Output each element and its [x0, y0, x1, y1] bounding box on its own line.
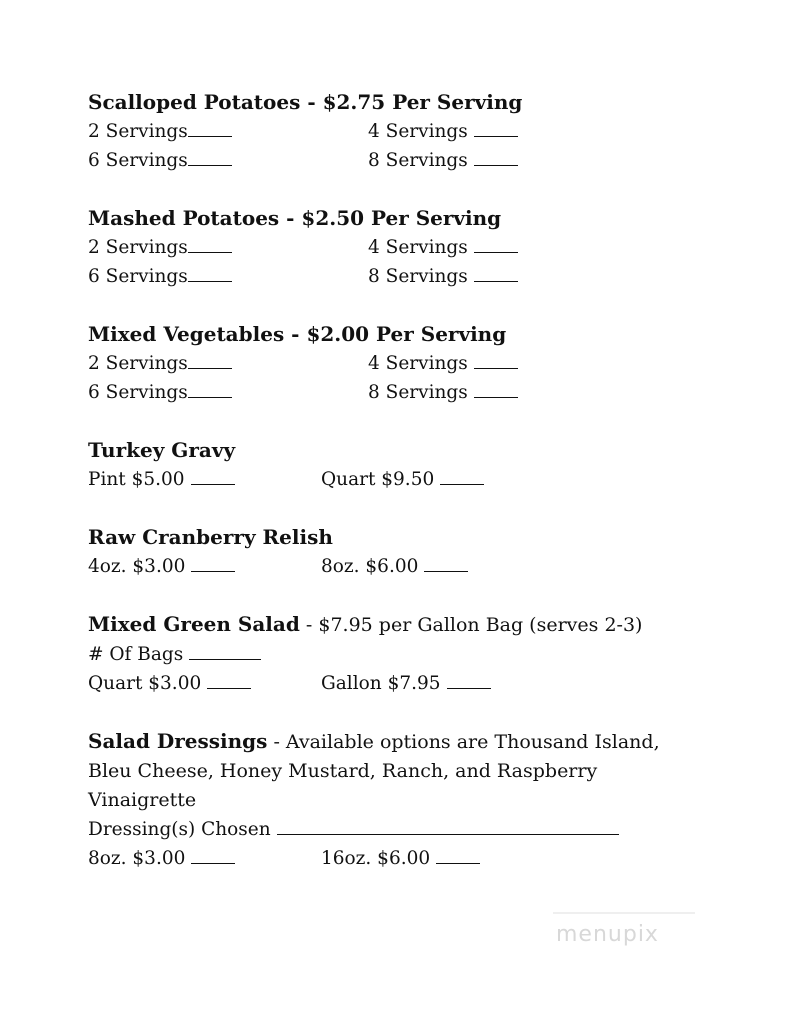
option-8oz[interactable]	[88, 844, 321, 873]
section-mashed-potatoes	[88, 204, 748, 291]
option-row	[88, 815, 748, 844]
option-row	[88, 465, 748, 494]
option-4-servings[interactable]	[368, 233, 518, 262]
option-6-servings[interactable]	[88, 378, 368, 407]
section-raw-cranberry-relish	[88, 523, 748, 581]
option-label: 16oz. $6.00	[321, 848, 431, 869]
quantity-blank[interactable]	[474, 351, 518, 369]
quantity-blank[interactable]	[424, 554, 468, 572]
quantity-blank[interactable]	[188, 380, 232, 398]
section-title: Scalloped Potatoes - $2.75 Per Serving	[88, 90, 523, 114]
option-4-servings[interactable]	[368, 349, 518, 378]
section-title: Turkey Gravy	[88, 438, 236, 462]
quantity-blank[interactable]	[191, 846, 235, 864]
quantity-blank[interactable]	[188, 119, 232, 137]
quantity-blank[interactable]	[188, 148, 232, 166]
quantity-blank[interactable]	[188, 264, 232, 282]
option-label: 8 Servings	[368, 150, 468, 171]
option-label: 2 Servings	[88, 121, 188, 142]
option-row	[88, 552, 748, 581]
watermark-line	[553, 912, 695, 914]
dressing-chosen-field[interactable]	[88, 815, 619, 844]
option-2-servings[interactable]	[88, 117, 368, 146]
option-label: Dressing(s) Chosen	[88, 819, 271, 840]
option-8-servings[interactable]	[368, 378, 518, 407]
option-label: 8oz. $3.00	[88, 848, 186, 869]
section-scalloped-potatoes	[88, 88, 748, 175]
menu-page	[88, 88, 748, 902]
quantity-blank[interactable]	[189, 642, 261, 660]
section-turkey-gravy	[88, 436, 748, 494]
menupix-watermark: menupix	[556, 922, 659, 947]
option-pint[interactable]	[88, 465, 321, 494]
quantity-blank[interactable]	[207, 671, 251, 689]
quantity-blank[interactable]	[474, 119, 518, 137]
option-8-servings[interactable]	[368, 146, 518, 175]
option-quart[interactable]	[321, 465, 484, 494]
section-title: Mixed Vegetables - $2.00 Per Serving	[88, 322, 507, 346]
option-2-servings[interactable]	[88, 349, 368, 378]
quantity-blank[interactable]	[188, 235, 232, 253]
quantity-blank[interactable]	[474, 264, 518, 282]
section-title: Salad Dressings	[88, 729, 268, 753]
section-description-line-3: Vinaigrette	[88, 789, 197, 811]
option-4oz[interactable]	[88, 552, 321, 581]
section-title: Mashed Potatoes - $2.50 Per Serving	[88, 206, 502, 230]
quantity-blank[interactable]	[474, 380, 518, 398]
option-label: 4 Servings	[368, 353, 468, 374]
option-label: 4 Servings	[368, 121, 468, 142]
option-8oz[interactable]	[321, 552, 468, 581]
quantity-blank[interactable]	[440, 467, 484, 485]
section-title: Raw Cranberry Relish	[88, 525, 333, 549]
section-description: - $7.95 per Gallon Bag (serves 2-3)	[299, 614, 643, 636]
quantity-blank[interactable]	[447, 671, 491, 689]
option-label: Quart $9.50	[321, 469, 435, 490]
option-2-servings[interactable]	[88, 233, 368, 262]
option-row	[88, 262, 748, 291]
quantity-blank[interactable]	[474, 235, 518, 253]
option-row	[88, 844, 748, 873]
quantity-blank[interactable]	[188, 351, 232, 369]
section-description-line-2: Bleu Cheese, Honey Mustard, Ranch, and Raspberry	[88, 760, 598, 782]
option-row	[88, 349, 748, 378]
option-label: Pint $5.00	[88, 469, 185, 490]
option-6-servings[interactable]	[88, 146, 368, 175]
quantity-blank[interactable]	[191, 467, 235, 485]
option-label: 2 Servings	[88, 237, 188, 258]
option-label: 8 Servings	[368, 266, 468, 287]
option-label: Quart $3.00	[88, 673, 202, 694]
quantity-blank[interactable]	[191, 554, 235, 572]
option-label: 8oz. $6.00	[321, 556, 419, 577]
option-label: 6 Servings	[88, 382, 188, 403]
option-row	[88, 233, 748, 262]
option-row	[88, 378, 748, 407]
dressing-blank[interactable]	[277, 817, 619, 835]
option-8-servings[interactable]	[368, 262, 518, 291]
option-label: 4 Servings	[368, 237, 468, 258]
option-label: 8 Servings	[368, 382, 468, 403]
option-row	[88, 146, 748, 175]
option-4-servings[interactable]	[368, 117, 518, 146]
option-row	[88, 669, 748, 698]
section-title: Mixed Green Salad	[88, 612, 300, 636]
option-row	[88, 117, 748, 146]
option-6-servings[interactable]	[88, 262, 368, 291]
option-label: # Of Bags	[88, 644, 184, 665]
section-mixed-green-salad	[88, 610, 748, 698]
option-label: Gallon $7.95	[321, 673, 441, 694]
option-label: 2 Servings	[88, 353, 188, 374]
option-number-of-bags[interactable]	[88, 640, 261, 669]
section-mixed-vegetables	[88, 320, 748, 407]
option-16oz[interactable]	[321, 844, 480, 873]
option-label: 6 Servings	[88, 150, 188, 171]
option-gallon[interactable]	[321, 669, 491, 698]
option-row	[88, 640, 748, 669]
section-salad-dressings	[88, 727, 748, 873]
quantity-blank[interactable]	[436, 846, 480, 864]
quantity-blank[interactable]	[474, 148, 518, 166]
section-heading-line	[88, 727, 748, 757]
option-label: 6 Servings	[88, 266, 188, 287]
option-quart[interactable]	[88, 669, 321, 698]
section-description: - Available options are Thousand Island,	[267, 731, 660, 753]
option-label: 4oz. $3.00	[88, 556, 186, 577]
section-heading-line	[88, 610, 748, 640]
